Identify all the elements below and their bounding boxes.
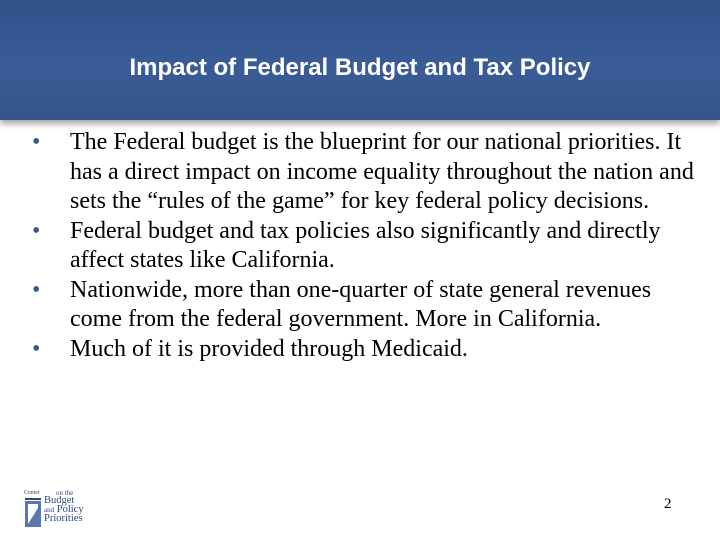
- logo-priorities: Priorities: [44, 513, 83, 524]
- bullet-icon: •: [32, 129, 41, 155]
- cbpp-logo: [22, 490, 88, 528]
- logo-budget: Budget: [44, 495, 75, 506]
- bullet-item: [24, 335, 696, 365]
- bullet-icon: •: [32, 276, 41, 303]
- bullet-item: [24, 276, 696, 335]
- bullet-item: [24, 217, 696, 276]
- bullet-item: [24, 128, 696, 217]
- bullet-icon: •: [32, 217, 41, 244]
- bullet-text: The Federal budget is the blueprint for our national priorities. It has a direct impact on income equality throughout the nation and sets the “rules of the game” for key federal policy decisions.: [70, 129, 694, 214]
- logo-on-the: on the: [56, 489, 74, 497]
- bullet-text: Nationwide, more than one-quarter of state general revenues come from the federal government. More in California.: [70, 276, 652, 332]
- logo-and: and: [44, 506, 55, 514]
- bullet-icon: •: [32, 335, 41, 362]
- title-bar: [0, 0, 720, 120]
- slide-title: Impact of Federal Budget and Tax Policy: [129, 54, 591, 81]
- logo-center-text: Center: [24, 490, 40, 496]
- logo-wordmark: [44, 490, 88, 523]
- bullet-text: Federal budget and tax policies also significantly and directly affect states like California.: [70, 217, 661, 273]
- bullet-list: [24, 128, 696, 364]
- logo-policy: Policy: [56, 504, 84, 515]
- page-number: 2: [664, 496, 672, 512]
- bullet-text: Much of it is provided through Medicaid.: [70, 335, 468, 362]
